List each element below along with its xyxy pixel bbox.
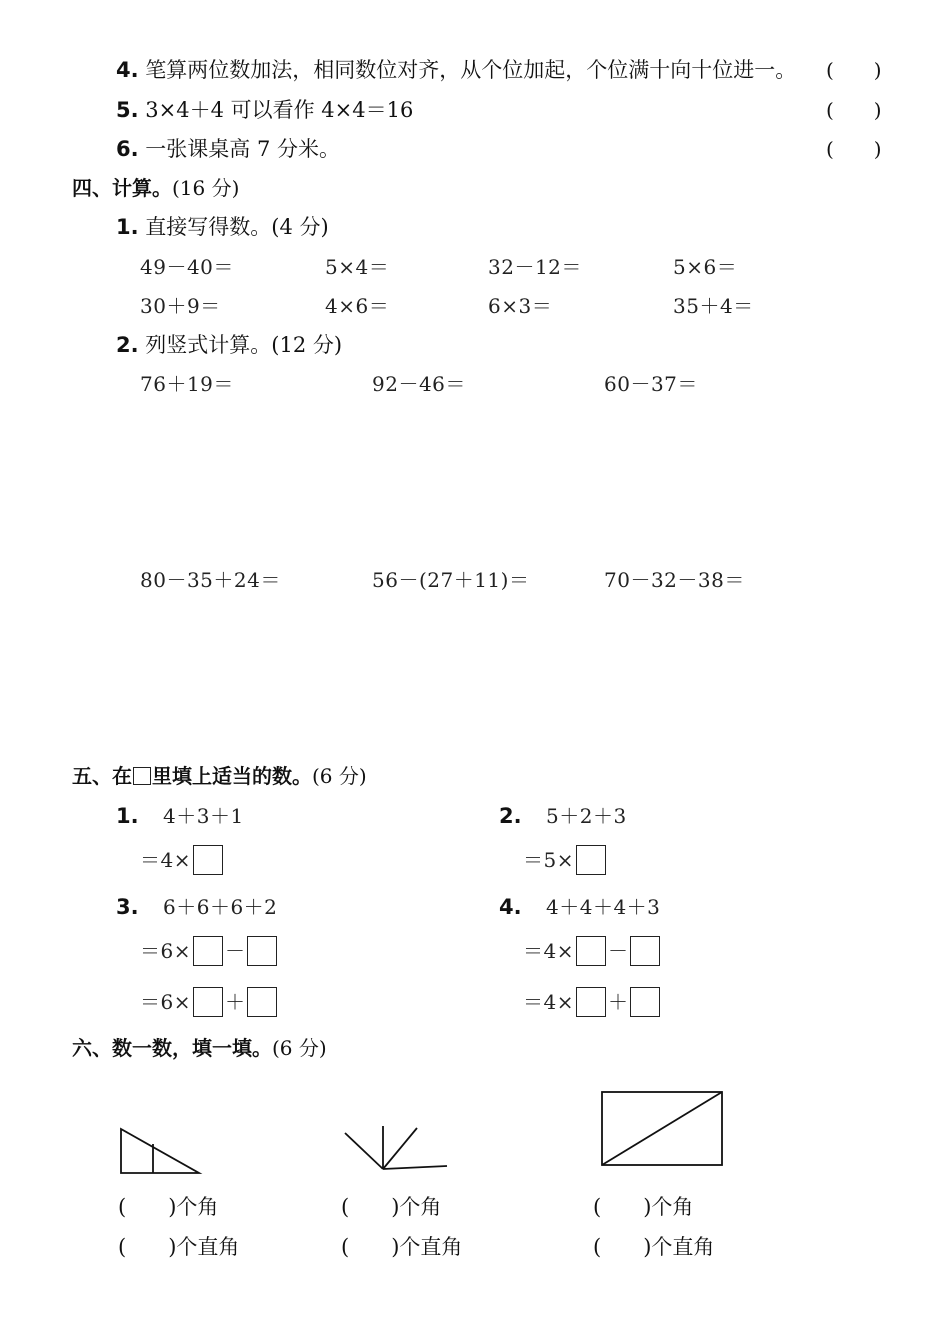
question-points: (12 分) — [271, 333, 343, 357]
section-heading — [72, 174, 239, 202]
calc-item: 5×6＝ — [673, 255, 738, 279]
operator: ＋ — [224, 990, 246, 1014]
operator: ＋ — [607, 990, 629, 1014]
section-title-pre: 五、在 — [72, 764, 132, 788]
operator: － — [224, 939, 246, 963]
right-angle-count-blank[interactable]: ( )个直角 — [118, 1235, 240, 1259]
blank-box-icon — [133, 767, 151, 785]
angle-count-blank[interactable]: ( )个角 — [341, 1195, 442, 1219]
answer-paren[interactable]: ( ) — [826, 137, 882, 161]
vertical-calc-item: 70－32－38＝ — [604, 568, 745, 592]
answer-paren[interactable]: ( ) — [826, 98, 882, 122]
answer-box[interactable] — [193, 845, 223, 875]
fill-expression: 6＋6＋6＋2 — [163, 895, 278, 919]
right-angle-count-blank[interactable]: ( )个直角 — [593, 1235, 715, 1259]
item-number: 3. — [116, 895, 139, 919]
item-text: 3×4＋4 可以看作 4×4＝16 — [145, 98, 414, 122]
fill-line — [140, 845, 225, 875]
fill-prefix: ＝4× — [523, 939, 574, 963]
calc-item: 5×4＝ — [325, 255, 390, 279]
fill-item — [116, 893, 139, 921]
item-number: 5. — [116, 98, 139, 122]
item-number: 4. — [116, 58, 139, 82]
item-number: 4. — [499, 895, 522, 919]
answer-box[interactable] — [630, 936, 660, 966]
operator: － — [607, 939, 629, 963]
fill-expression: 4＋4＋4＋3 — [546, 895, 661, 919]
calc-item: 49－40＝ — [140, 255, 234, 279]
calc-item: 4×6＝ — [325, 294, 390, 318]
calc-item: 35＋4＝ — [673, 294, 754, 318]
vertical-calc-item: 56－(27＋11)＝ — [372, 568, 530, 592]
vertical-calc-item: 76＋19＝ — [140, 372, 234, 396]
item-number: 2. — [499, 804, 522, 828]
section-title: 六、数一数，填一填。 — [72, 1036, 272, 1060]
section-points: (16 分) — [172, 176, 240, 200]
calc-item: 6×3＝ — [488, 294, 553, 318]
answer-box[interactable] — [630, 987, 660, 1017]
question-title — [116, 331, 342, 359]
item-text: 一张课桌高 7 分米。 — [145, 137, 340, 161]
judge-item — [116, 135, 340, 163]
answer-box[interactable] — [193, 987, 223, 1017]
fill-line — [523, 936, 662, 966]
fill-expression: 4＋3＋1 — [163, 804, 244, 828]
answer-box[interactable] — [247, 987, 277, 1017]
fill-line — [523, 845, 608, 875]
fill-item — [499, 802, 522, 830]
right-angle-count-blank[interactable]: ( )个直角 — [341, 1235, 463, 1259]
answer-box[interactable] — [576, 845, 606, 875]
fill-line — [523, 987, 662, 1017]
section-points: (6 分) — [272, 1036, 327, 1060]
fill-prefix: ＝6× — [140, 939, 191, 963]
question-points: (4 分) — [271, 215, 329, 239]
calc-item: 30＋9＝ — [140, 294, 221, 318]
triangle-figure — [112, 1120, 212, 1180]
fill-prefix: ＝4× — [523, 990, 574, 1014]
section-heading — [72, 762, 367, 790]
vertical-calc-item: 92－46＝ — [372, 372, 466, 396]
judge-item — [116, 96, 413, 124]
item-number: 6. — [116, 137, 139, 161]
calc-item: 32－12＝ — [488, 255, 582, 279]
fill-prefix: ＝5× — [523, 848, 574, 872]
rectangle-figure — [596, 1086, 730, 1172]
question-text: 直接写得数。 — [145, 215, 272, 239]
judge-item — [116, 56, 796, 84]
item-number: 1. — [116, 804, 139, 828]
angle-count-blank[interactable]: ( )个角 — [593, 1195, 694, 1219]
fill-item — [116, 802, 139, 830]
section-points: (6 分) — [312, 764, 367, 788]
angle-count-blank[interactable]: ( )个角 — [118, 1195, 219, 1219]
answer-box[interactable] — [247, 936, 277, 966]
fill-item — [499, 893, 522, 921]
section-heading — [72, 1034, 327, 1062]
rays-figure — [336, 1120, 456, 1176]
answer-box[interactable] — [576, 987, 606, 1017]
section-title: 四、计算。 — [72, 176, 172, 200]
item-number: 2. — [116, 333, 139, 357]
vertical-calc-item: 60－37＝ — [604, 372, 698, 396]
fill-line — [140, 987, 279, 1017]
fill-line — [140, 936, 279, 966]
fill-prefix: ＝4× — [140, 848, 191, 872]
section-title-post: 里填上适当的数。 — [152, 764, 312, 788]
question-text: 列竖式计算。 — [145, 333, 272, 357]
fill-prefix: ＝6× — [140, 990, 191, 1014]
vertical-calc-item: 80－35＋24＝ — [140, 568, 281, 592]
fill-expression: 5＋2＋3 — [546, 804, 627, 828]
answer-box[interactable] — [576, 936, 606, 966]
answer-box[interactable] — [193, 936, 223, 966]
item-number: 1. — [116, 215, 139, 239]
answer-paren[interactable]: ( ) — [826, 58, 882, 82]
question-title — [116, 213, 329, 241]
item-text: 笔算两位数加法，相同数位对齐，从个位加起，个位满十向十位进一。 — [145, 58, 797, 82]
